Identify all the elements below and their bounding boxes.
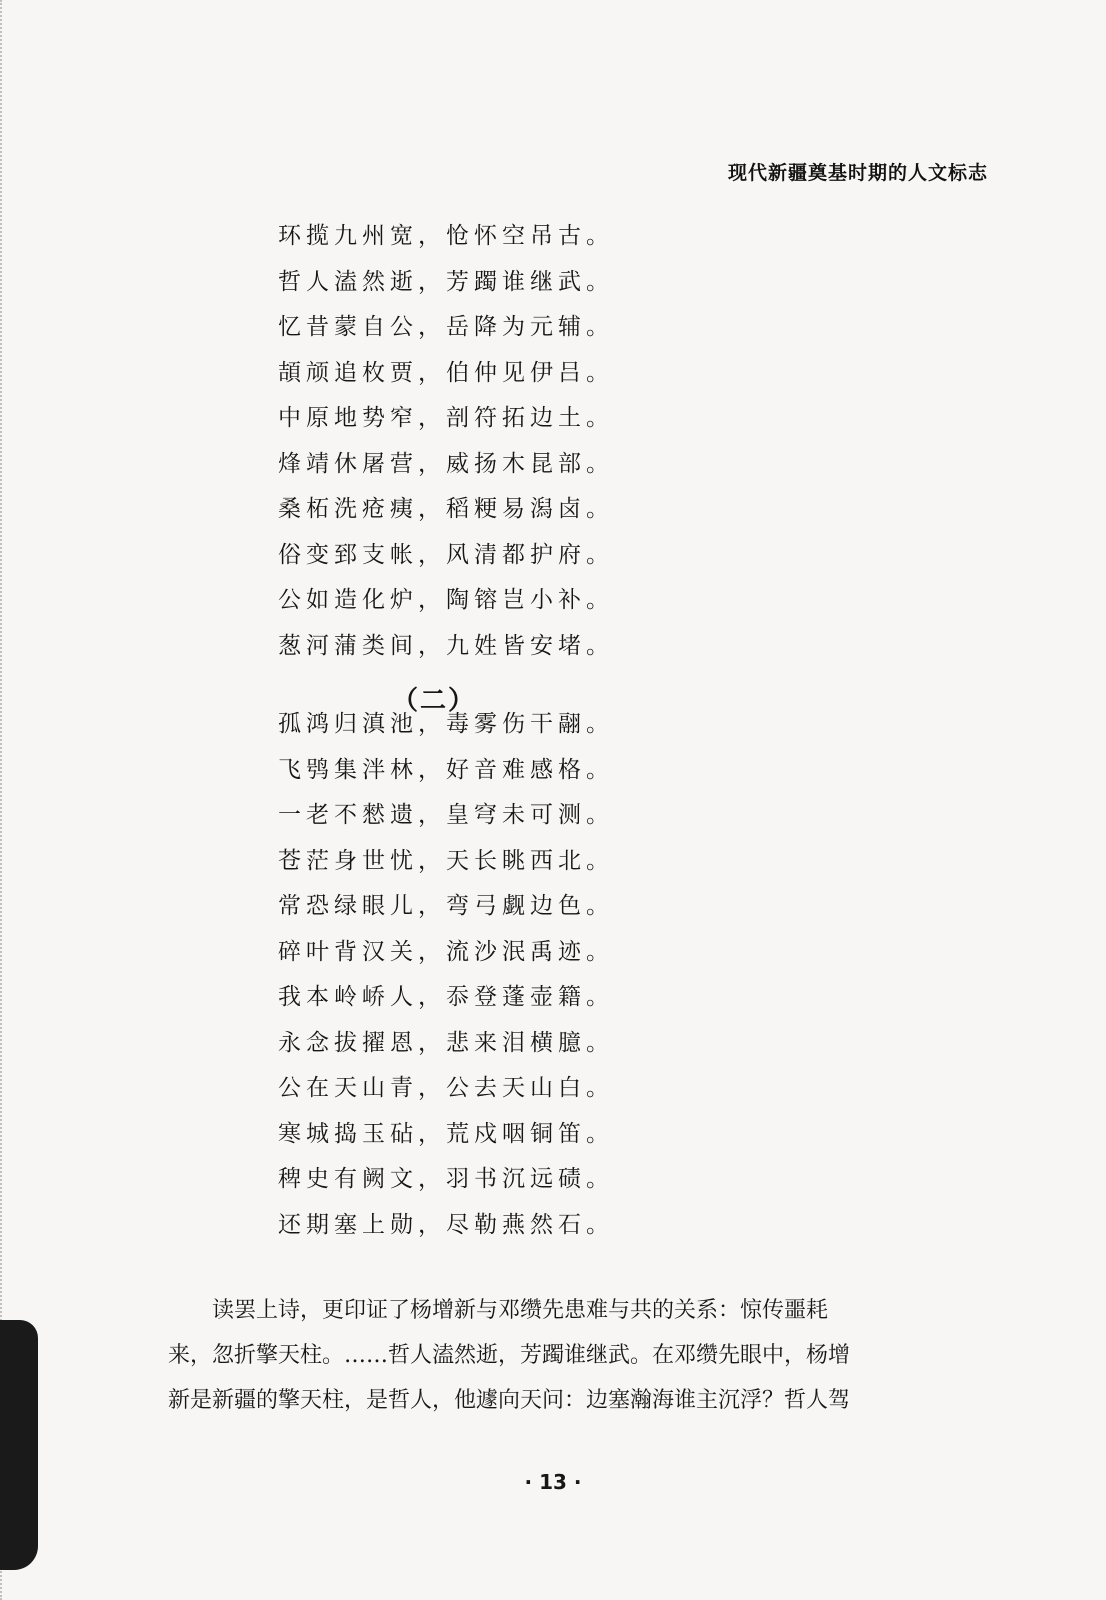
poem-line: 还期塞上勋，尽勒燕然石。 bbox=[278, 1211, 614, 1238]
poem-line: 桑柘洗疮痍，稻粳易潟卤。 bbox=[278, 496, 614, 522]
poem-line: 环揽九州宽，怆怀空吊古。 bbox=[278, 223, 614, 249]
poem-line: 寒城捣玉砧，荒戍咽铜笛。 bbox=[278, 1120, 614, 1147]
poem-line: 孤鸿归滇池，毒雾伤干翮。 bbox=[278, 711, 614, 737]
poem-line: 稗史有阙文，羽书沉远碛。 bbox=[278, 1166, 614, 1192]
poem-line: 永念拔擢恩，悲来泪横臆。 bbox=[278, 1029, 614, 1056]
poem-line: 一老不憖遗，皇穹未可测。 bbox=[278, 802, 614, 828]
poem-part-1 bbox=[278, 214, 638, 669]
prose-paragraph bbox=[168, 1288, 988, 1423]
poem-line: 碎叶背汉关，流沙泯禹迹。 bbox=[278, 938, 614, 965]
prose-line: 新是新疆的擎天柱，是哲人，他遽向天问：边塞瀚海谁主沉浮？哲人驾 bbox=[168, 1388, 851, 1413]
poem-line: 苍茫身世忧，天长眺西北。 bbox=[278, 847, 614, 874]
prose-line: 来，忽折擎天柱。……哲人溘然逝，芳躅谁继武。在邓缵先眼中，杨增 bbox=[168, 1343, 851, 1368]
poem-line: 烽靖休屠营，威扬木昆部。 bbox=[278, 450, 614, 477]
prose-line: 读罢上诗，更印证了杨增新与邓缵先患难与共的关系：惊传噩耗 bbox=[212, 1298, 829, 1323]
poem-line: 俗变郅支帐，风清都护府。 bbox=[278, 541, 614, 568]
poem-line: 葱河蒲类间，九姓皆安堵。 bbox=[278, 632, 614, 659]
poem-line: 我本岭峤人，忝登蓬壶籍。 bbox=[278, 984, 614, 1010]
running-header: 现代新疆奠基时期的人文标志 bbox=[727, 162, 988, 184]
poem-line: 忆昔蒙自公，岳降为元辅。 bbox=[278, 314, 614, 340]
poem-line: 飞鸮集泮林，好音难感格。 bbox=[278, 756, 614, 783]
section-heading: （二） bbox=[392, 686, 477, 716]
poem-line: 常恐绿眼儿，弯弓觑边色。 bbox=[278, 893, 614, 919]
page-number: · 13 · bbox=[524, 1470, 582, 1494]
poem-line: 公在天山青，公去天山白。 bbox=[278, 1075, 614, 1101]
poem-part-2 bbox=[278, 702, 638, 1248]
poem-line: 公如造化炉，陶镕岂小补。 bbox=[278, 587, 614, 613]
poem-line: 中原地势窄，剖符拓边土。 bbox=[278, 405, 614, 431]
poem-line: 頡颃追枚贾，伯仲见伊吕。 bbox=[278, 359, 614, 386]
scan-shadow bbox=[0, 1320, 38, 1570]
poem-line: 哲人溘然逝，芳躅谁继武。 bbox=[278, 268, 614, 295]
